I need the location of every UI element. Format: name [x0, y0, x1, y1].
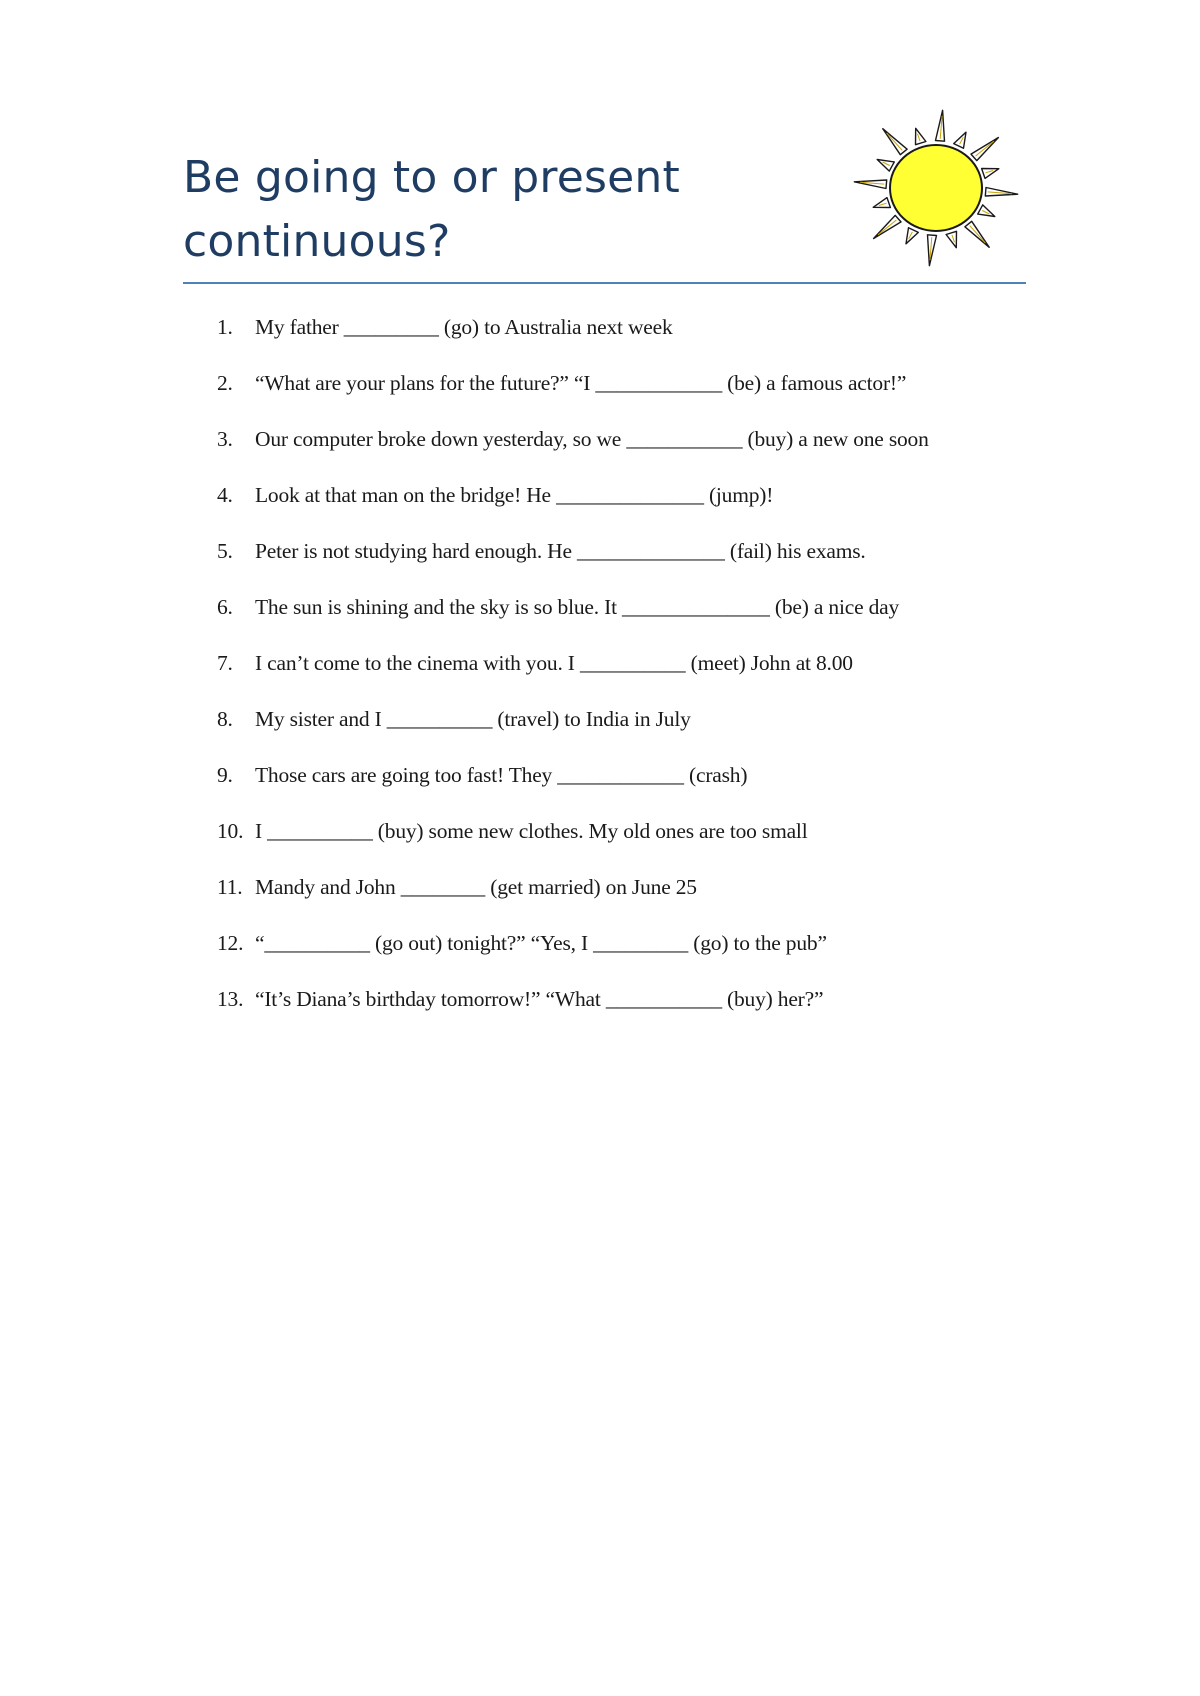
- exercise-item: [217, 593, 1037, 621]
- title-line-1: Be going to or present: [183, 152, 680, 203]
- item-number: 7.: [217, 651, 233, 675]
- title-line-2: continuous?: [183, 216, 451, 267]
- item-sentence: “__________ (go out) tonight?” “Yes, I _________ (go) to the pub”: [255, 931, 827, 955]
- item-sentence: “It’s Diana’s birthday tomorrow!” “What ___________ (buy) her?”: [255, 987, 824, 1011]
- item-sentence: Those cars are going too fast! They ____________ (crash): [255, 763, 748, 787]
- item-number: 2.: [217, 371, 233, 395]
- item-number: 11.: [217, 875, 243, 899]
- worksheet-title: [183, 146, 743, 274]
- exercise-item: [217, 649, 1037, 677]
- item-sentence: I can’t come to the cinema with you. I __________ (meet) John at 8.00: [255, 651, 853, 675]
- item-number: 6.: [217, 595, 233, 619]
- item-number: 13.: [217, 987, 244, 1011]
- item-number: 5.: [217, 539, 233, 563]
- exercise-item: [217, 929, 1037, 957]
- item-sentence: Peter is not studying hard enough. He ______________ (fail) his exams.: [255, 539, 866, 563]
- exercise-item: [217, 873, 1037, 901]
- sun-icon: [828, 106, 1044, 268]
- exercise-item: [217, 313, 1037, 341]
- exercise-list: [217, 313, 1037, 1041]
- item-number: 12.: [217, 931, 244, 955]
- exercise-item: [217, 369, 1037, 397]
- item-sentence: My father _________ (go) to Australia next week: [255, 315, 673, 339]
- item-sentence: I __________ (buy) some new clothes. My old ones are too small: [255, 819, 808, 843]
- item-sentence: Look at that man on the bridge! He ______________ (jump)!: [255, 483, 774, 507]
- exercise-item: [217, 761, 1037, 789]
- item-number: 3.: [217, 427, 233, 451]
- exercise-item: [217, 705, 1037, 733]
- item-sentence: Mandy and John ________ (get married) on June 25: [255, 875, 697, 899]
- title-divider: [183, 282, 1026, 284]
- item-sentence: My sister and I __________ (travel) to India in July: [255, 707, 691, 731]
- exercise-item: [217, 985, 1037, 1013]
- exercise-item: [217, 537, 1037, 565]
- item-sentence: Our computer broke down yesterday, so we ___________ (buy) a new one soon: [255, 427, 929, 451]
- exercise-item: [217, 817, 1037, 845]
- item-number: 4.: [217, 483, 233, 507]
- item-number: 8.: [217, 707, 233, 731]
- exercise-item: [217, 425, 1037, 453]
- item-number: 1.: [217, 315, 233, 339]
- item-sentence: “What are your plans for the future?” “I ____________ (be) a famous actor!”: [255, 371, 907, 395]
- item-number: 9.: [217, 763, 233, 787]
- item-sentence: The sun is shining and the sky is so blue. It ______________ (be) a nice day: [255, 595, 900, 619]
- item-number: 10.: [217, 819, 244, 843]
- exercise-item: [217, 481, 1037, 509]
